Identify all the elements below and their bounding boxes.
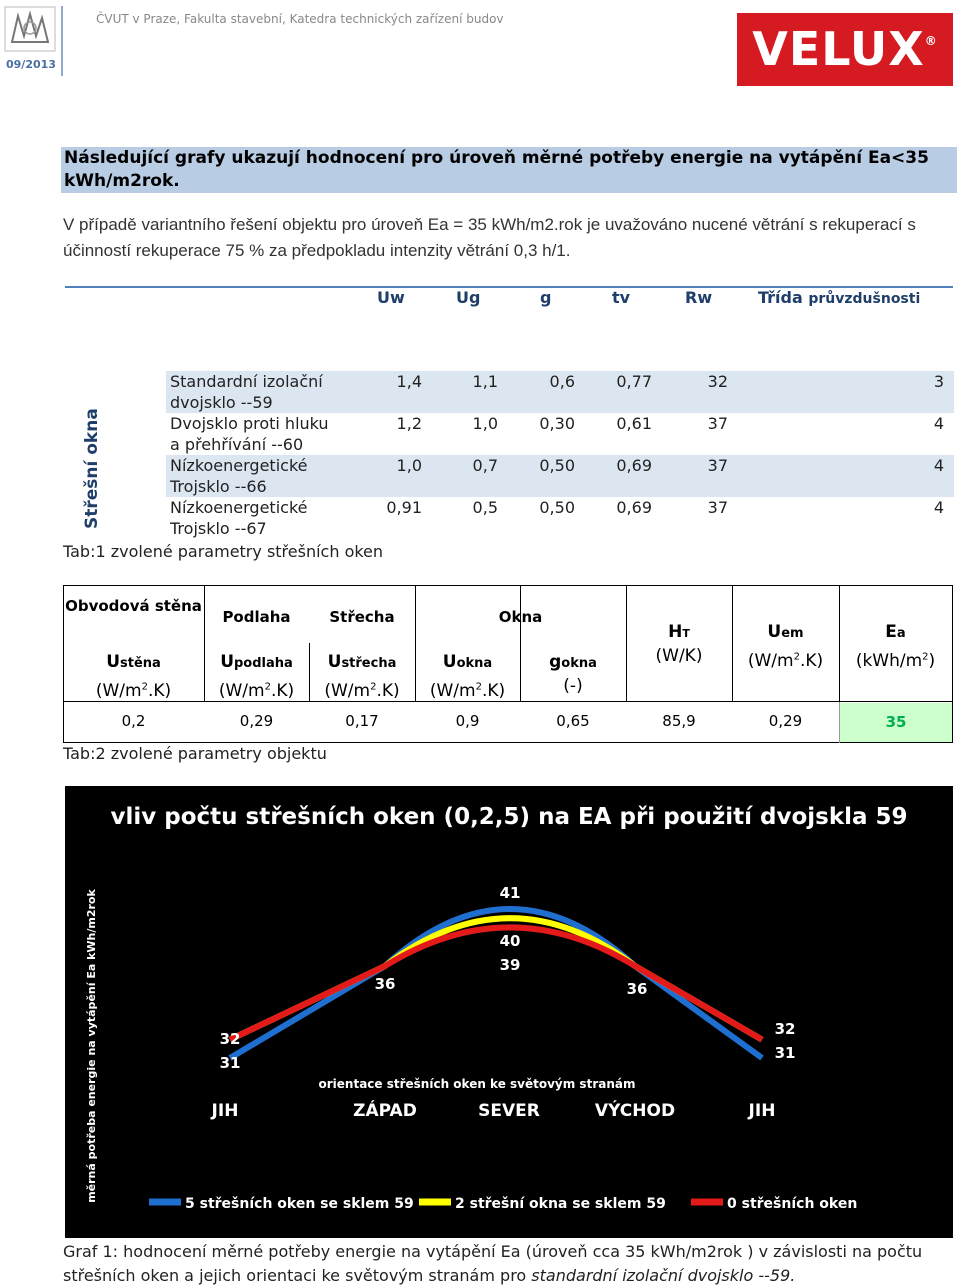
x-tick-label: JIH [211,1101,239,1121]
series-line-2 [230,927,762,1039]
series-line-0 [230,909,762,1058]
table1-side-label: Střešní okna [82,408,102,529]
cell-tv: 0,69 [616,456,652,475]
institution-name: ČVUT v Praze, Fakulta stavební, Katedra technických zařízení budov [96,12,504,26]
chart-x-label: orientace střešních oken ke světovým stranám [318,1077,636,1091]
group-strecha: Střecha [329,608,395,626]
intro-paragraph: V případě variantního řešení objektu pro úroveň Ea = 35 kWh/m2.rok je uvažováno nucené větrání s rekuperací s účinností rekuperace 75 % za předpokladu intenzity větrání 0,3 h/1. [63,215,916,260]
table1-header-tv: tv [612,288,631,307]
group-podlaha: Podlaha [222,608,291,626]
line-chart [65,786,953,1238]
data-label: 31 [219,1054,241,1072]
data-label: 36 [626,980,648,998]
col-u-okna: Uokna $(W/m^2.K)$ [429,652,506,701]
cell-ug: 0,7 [472,456,498,475]
cell-ug: 0,5 [472,498,498,517]
table1-header-ug: Ug [456,288,481,307]
table1-header-class: Třída průvzdušnosti [758,288,921,307]
data-label: 32 [774,1020,796,1038]
data-label: 36 [374,975,396,993]
cell-tv: 0,77 [616,372,652,391]
university-logo [4,6,56,52]
x-tick-label: SEVER [478,1101,540,1121]
group-obvodova-stena: Obvodová stěna [65,597,202,615]
velux-logo: VELUX® [737,13,953,86]
cell-g: 0,30 [539,414,575,433]
table2 [63,585,953,743]
table2-caption: Tab:2 zvolené parametry objektu [63,744,327,763]
document-date: 09/2013 [6,58,56,71]
series-line-1 [230,918,762,1039]
cell-ug: 1,0 [472,414,498,433]
cell-rw: 32 [707,372,728,391]
data-label: 32 [219,1030,241,1048]
section-heading: Následující grafy ukazují hodnocení pro úroveň měrné potřeby energie na vytápění Ea<35 kWh/m2rok. [61,147,957,193]
col-g-okna: gokna (-) [549,652,597,696]
cell-class: 4 [933,414,944,433]
data-label: 39 [499,956,521,974]
val-g-okna: 0,65 [556,712,590,730]
chart-y-label: měrná potřeba energie na vytápění Ea kWh/m2rok [85,889,98,1203]
data-label: 31 [774,1044,796,1062]
val-u-strecha: 0,17 [345,712,379,730]
legend-label: 2 střešní okna se sklem 59 [455,1196,666,1212]
val-ht: 85,9 [662,712,696,730]
group-okna: Okna [498,608,543,626]
x-tick-label: VÝCHOD [594,1101,676,1121]
col-uem: Uem $(W/m^2.K)$ [747,622,824,671]
col-u-stena: Ustěna $(W/m^2.K)$ [95,652,172,701]
cell-class: 4 [933,498,944,517]
cell-rw: 37 [707,414,728,433]
cell-g: 0,50 [539,456,575,475]
cell-class: 3 [933,372,944,391]
val-ea: 35 [840,703,952,742]
col-u-podlaha: Upodlaha $(W/m^2.K)$ [218,652,295,701]
legend-label: 5 střešních oken se sklem 59 [185,1196,414,1212]
data-label: 40 [499,932,521,950]
cell-uw: 1,0 [396,456,422,475]
row-name: Nízkoenergetické Trojsklo --66 [170,456,308,496]
row-name: Dvojsklo proti hluku a přehřívání --60 [170,414,329,454]
table1-row [166,371,954,413]
table1-caption: Tab:1 zvolené parametry střešních oken [63,542,384,561]
col-ht: HT (W/K) [655,622,703,666]
cell-g: 0,50 [539,498,575,517]
cell-rw: 37 [707,498,728,517]
header-divider [61,6,63,76]
val-uem: 0,29 [768,712,803,730]
cell-tv: 0,69 [616,498,652,517]
table1-row [166,455,954,497]
cell-g: 0,6 [549,372,575,391]
chart-title: vliv počtu střešních oken (0,2,5) na EA při použití dvojskla 59 [110,804,908,830]
legend-label: 0 střešních oken [727,1196,858,1212]
data-label: 41 [499,884,521,902]
cell-tv: 0,61 [616,414,652,433]
x-tick-label: JIH [748,1101,776,1121]
val-u-podlaha: 0,29 [239,712,274,730]
table1-header-uw: Uw [377,288,405,307]
table1-header-rw: Rw [685,288,713,307]
cell-ug: 1,1 [472,372,498,391]
graph-caption: Graf 1: hodnocení měrné potřeby energie na vytápění Ea (úroveň cca 35 kWh/m2rok ) v závislosti na počtu střešních oken a jejich orientaci ke světovým stranám pro standardní izolační dvojsklo --59. [63,1242,923,1285]
col-ea: Ea $(kWh/m^2)$ [855,622,936,671]
cell-class: 4 [933,456,944,475]
val-u-okna: 0,9 [455,712,480,730]
x-tick-label: ZÁPAD [353,1101,417,1121]
val-u-stena: 0,2 [121,712,146,730]
cell-uw: 1,2 [396,414,422,433]
cell-uw: 1,4 [396,372,422,391]
cell-uw: 0,91 [386,498,422,517]
row-name: Standardní izolační dvojsklo --59 [170,372,323,412]
table1-row [166,497,954,539]
table1-header-g: g [540,288,552,307]
row-name: Nízkoenergetické Trojsklo --67 [170,498,308,538]
col-u-strecha: Ustřecha $(W/m^2.K)$ [324,652,400,701]
table1-row [166,413,954,455]
chart-svg [65,786,953,1238]
cell-rw: 37 [707,456,728,475]
